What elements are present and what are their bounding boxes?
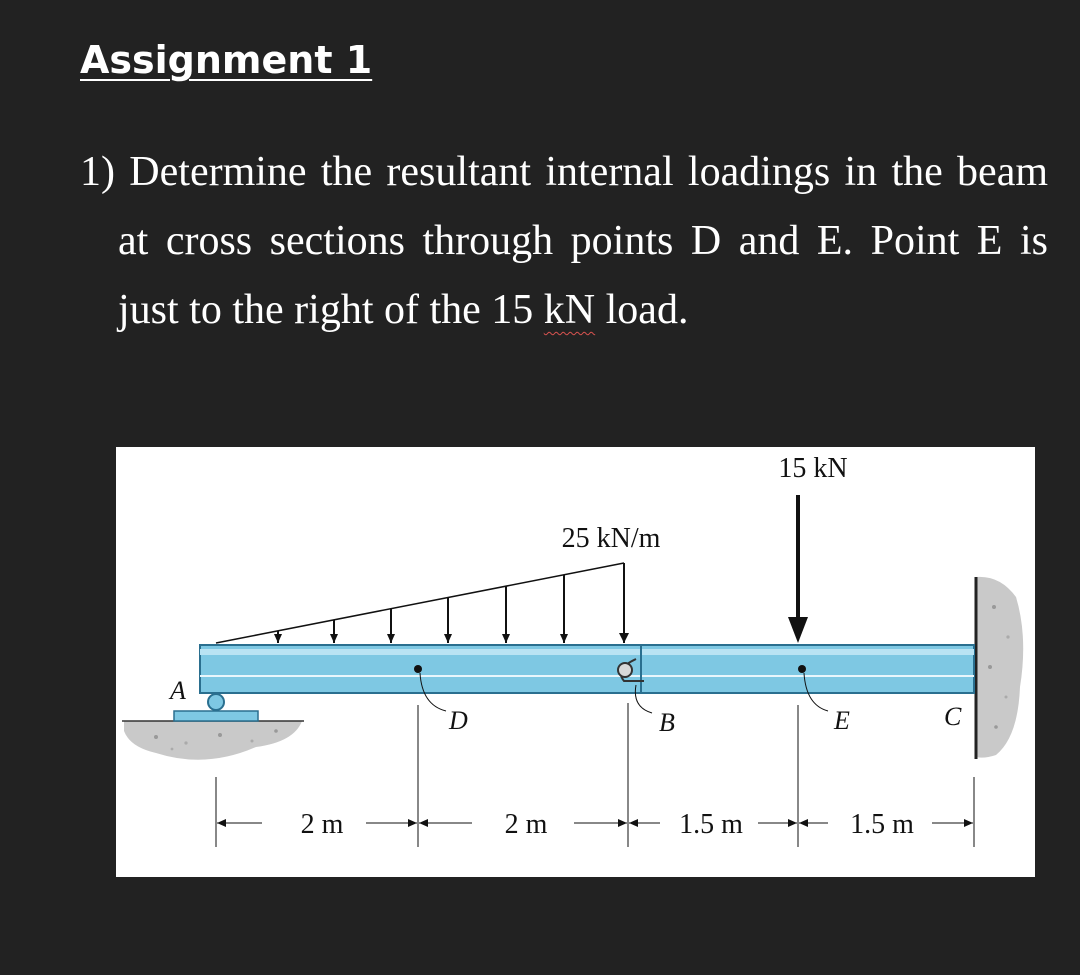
point-d-label: D	[449, 706, 468, 735]
problem-text-end: load.	[595, 287, 689, 333]
assignment-heading: Assignment 1	[80, 38, 373, 82]
point-c-label: C	[944, 702, 962, 731]
point-a-label: A	[170, 676, 186, 705]
point-e-label: E	[834, 706, 850, 735]
problem-text: Determine the resultant internal loadings in the beam at cross sections through points D and E. Point E is just to the right of the 15	[118, 149, 1049, 333]
spellcheck-underlined-unit: kN	[543, 287, 596, 333]
point-load-arrow	[788, 495, 808, 643]
ground-left	[122, 721, 304, 760]
distributed-load-label: 25 kN/m	[561, 523, 661, 554]
dimension-label-d-b: 2 m	[504, 809, 548, 840]
dimension-label-a-d: 2 m	[300, 809, 344, 840]
point-load-label: 15 kN	[778, 453, 848, 484]
point-b-label: B	[659, 708, 675, 737]
beam-diagram-svg	[116, 447, 1035, 877]
beam-figure	[116, 447, 1035, 877]
wall-c	[976, 577, 1023, 759]
beam	[200, 645, 974, 693]
distributed-load	[216, 563, 624, 643]
dimension-label-b-load: 1.5 m	[679, 809, 743, 840]
problem-number: 1)	[80, 149, 115, 195]
roller-support-a	[174, 694, 258, 721]
dimension-label-load-c: 1.5 m	[850, 809, 914, 840]
problem-statement	[80, 138, 1048, 345]
